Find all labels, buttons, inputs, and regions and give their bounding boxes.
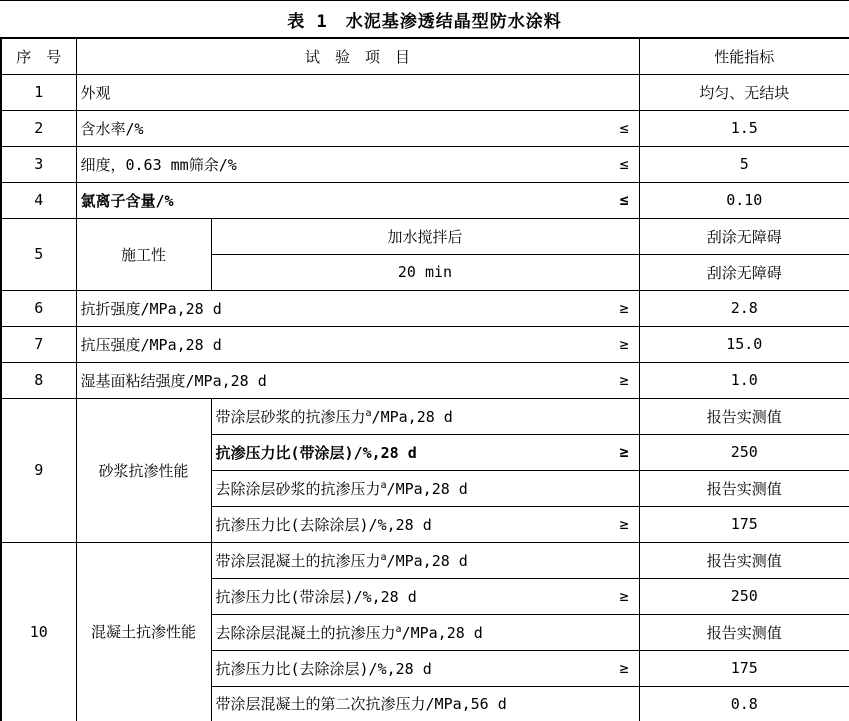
comparator-symbol: ≥ <box>619 335 629 353</box>
comparator-symbol: ≥ <box>619 443 629 461</box>
spec-value-cell: 报告实测值 <box>639 614 849 650</box>
table-row <box>1 110 849 146</box>
comparator-symbol: ≥ <box>619 587 629 605</box>
test-item-label: 细度，0.63 mm筛余/% <box>80 155 237 174</box>
test-item-label: 抗折强度/MPa,28 d <box>80 299 222 318</box>
spec-value-cell: 刮涂无障碍 <box>639 254 849 290</box>
test-item-cell <box>76 182 639 218</box>
header-index: 序 号 <box>1 38 76 74</box>
row-number-cell: 3 <box>1 146 76 182</box>
group-label-cell: 混凝土抗渗性能 <box>76 542 211 721</box>
spec-value-cell: 15.0 <box>639 326 849 362</box>
spec-value-cell: 0.8 <box>639 686 849 721</box>
spec-value-cell: 均匀、无结块 <box>639 74 849 110</box>
table-row <box>1 542 849 578</box>
group-label-cell: 施工性 <box>76 218 211 290</box>
spec-value-cell: 1.0 <box>639 362 849 398</box>
spec-value-cell: 175 <box>639 650 849 686</box>
row-number-cell: 5 <box>1 218 76 290</box>
test-item-label: 抗渗压力比(带涂层)/%,28 d <box>215 443 417 462</box>
row-number-cell: 2 <box>1 110 76 146</box>
spec-value-cell: 250 <box>639 434 849 470</box>
table-row <box>1 326 849 362</box>
spec-value-cell: 250 <box>639 578 849 614</box>
spec-value-cell: 报告实测值 <box>639 398 849 434</box>
spec-value-cell: 1.5 <box>639 110 849 146</box>
test-item-cell <box>211 614 639 650</box>
test-item-cell <box>211 506 639 542</box>
table-body <box>1 74 849 721</box>
test-item-cell <box>211 398 639 434</box>
table-row <box>1 74 849 110</box>
test-item-label: 带涂层砂浆的抗渗压力$^a$/MPa,28 d <box>215 407 453 426</box>
test-item-label: 抗渗压力比(带涂层)/%,28 d <box>215 587 417 606</box>
comparator-symbol: ≥ <box>619 515 629 533</box>
comparator-symbol: ≤ <box>619 155 629 173</box>
comparator-symbol: ≥ <box>619 299 629 317</box>
footnote-marker: a <box>380 551 387 563</box>
test-item-cell <box>211 434 639 470</box>
spec-value-cell: 175 <box>639 506 849 542</box>
table-row <box>1 146 849 182</box>
comparator-symbol: ≤ <box>619 119 629 137</box>
test-item-cell <box>211 254 639 290</box>
test-item-label: 去除涂层砂浆的抗渗压力$^a$/MPa,28 d <box>215 479 468 498</box>
header-spec: 性能指标 <box>639 38 849 74</box>
test-item-label: 加水搅拌后 <box>387 227 463 246</box>
test-item-cell <box>211 542 639 578</box>
spec-value-cell: 0.10 <box>639 182 849 218</box>
row-number-cell: 1 <box>1 74 76 110</box>
row-number-cell: 8 <box>1 362 76 398</box>
group-label-cell: 砂浆抗渗性能 <box>76 398 211 542</box>
spec-value-cell: 报告实测值 <box>639 542 849 578</box>
spec-value-cell: 2.8 <box>639 290 849 326</box>
comparator-symbol: ≤ <box>619 191 629 209</box>
test-item-cell <box>76 110 639 146</box>
row-number-cell: 6 <box>1 290 76 326</box>
footnote-marker: a <box>380 479 387 491</box>
test-item-label: 外观 <box>80 83 111 102</box>
spec-value-cell: 报告实测值 <box>639 470 849 506</box>
footnote-marker: a <box>365 407 372 419</box>
comparator-symbol: ≥ <box>619 371 629 389</box>
footnote-marker: a <box>395 623 402 635</box>
test-item-cell <box>76 290 639 326</box>
row-number-cell: 4 <box>1 182 76 218</box>
table-row <box>1 218 849 254</box>
test-item-cell <box>76 74 639 110</box>
table-row <box>1 290 849 326</box>
spec-table <box>0 37 849 721</box>
table-row <box>1 398 849 434</box>
test-item-cell <box>211 650 639 686</box>
test-item-label: 带涂层混凝土的抗渗压力$^a$/MPa,28 d <box>215 551 468 570</box>
table-row <box>1 182 849 218</box>
header-test-item: 试 验 项 目 <box>76 38 639 74</box>
spec-value-cell: 5 <box>639 146 849 182</box>
row-number-cell: 9 <box>1 398 76 542</box>
table-title: 表 1 水泥基渗透结晶型防水涂料 <box>287 11 562 32</box>
row-number-cell: 7 <box>1 326 76 362</box>
test-item-label: 去除涂层混凝土的抗渗压力$^a$/MPa,28 d <box>215 623 483 642</box>
test-item-label: 抗渗压力比(去除涂层)/%,28 d <box>215 659 432 678</box>
test-item-cell <box>76 146 639 182</box>
test-item-label: 抗渗压力比(去除涂层)/%,28 d <box>215 515 432 534</box>
test-item-label: 抗压强度/MPa,28 d <box>80 335 222 354</box>
test-item-cell <box>211 686 639 721</box>
header-row <box>1 38 849 74</box>
test-item-cell <box>211 218 639 254</box>
test-item-label: 湿基面粘结强度/MPa,28 d <box>80 371 267 390</box>
spec-value-cell: 刮涂无障碍 <box>639 218 849 254</box>
test-item-label: 氯离子含量/% <box>80 191 174 210</box>
test-item-cell <box>76 362 639 398</box>
test-item-cell <box>211 578 639 614</box>
test-item-cell <box>211 470 639 506</box>
comparator-symbol: ≥ <box>619 659 629 677</box>
test-item-cell <box>76 326 639 362</box>
test-item-label: 20 min <box>397 263 453 281</box>
row-number-cell: 10 <box>1 542 76 721</box>
test-item-label: 含水率/% <box>80 119 144 138</box>
test-item-label: 带涂层混凝土的第二次抗渗压力/MPa,56 d <box>215 695 507 714</box>
table-row <box>1 362 849 398</box>
